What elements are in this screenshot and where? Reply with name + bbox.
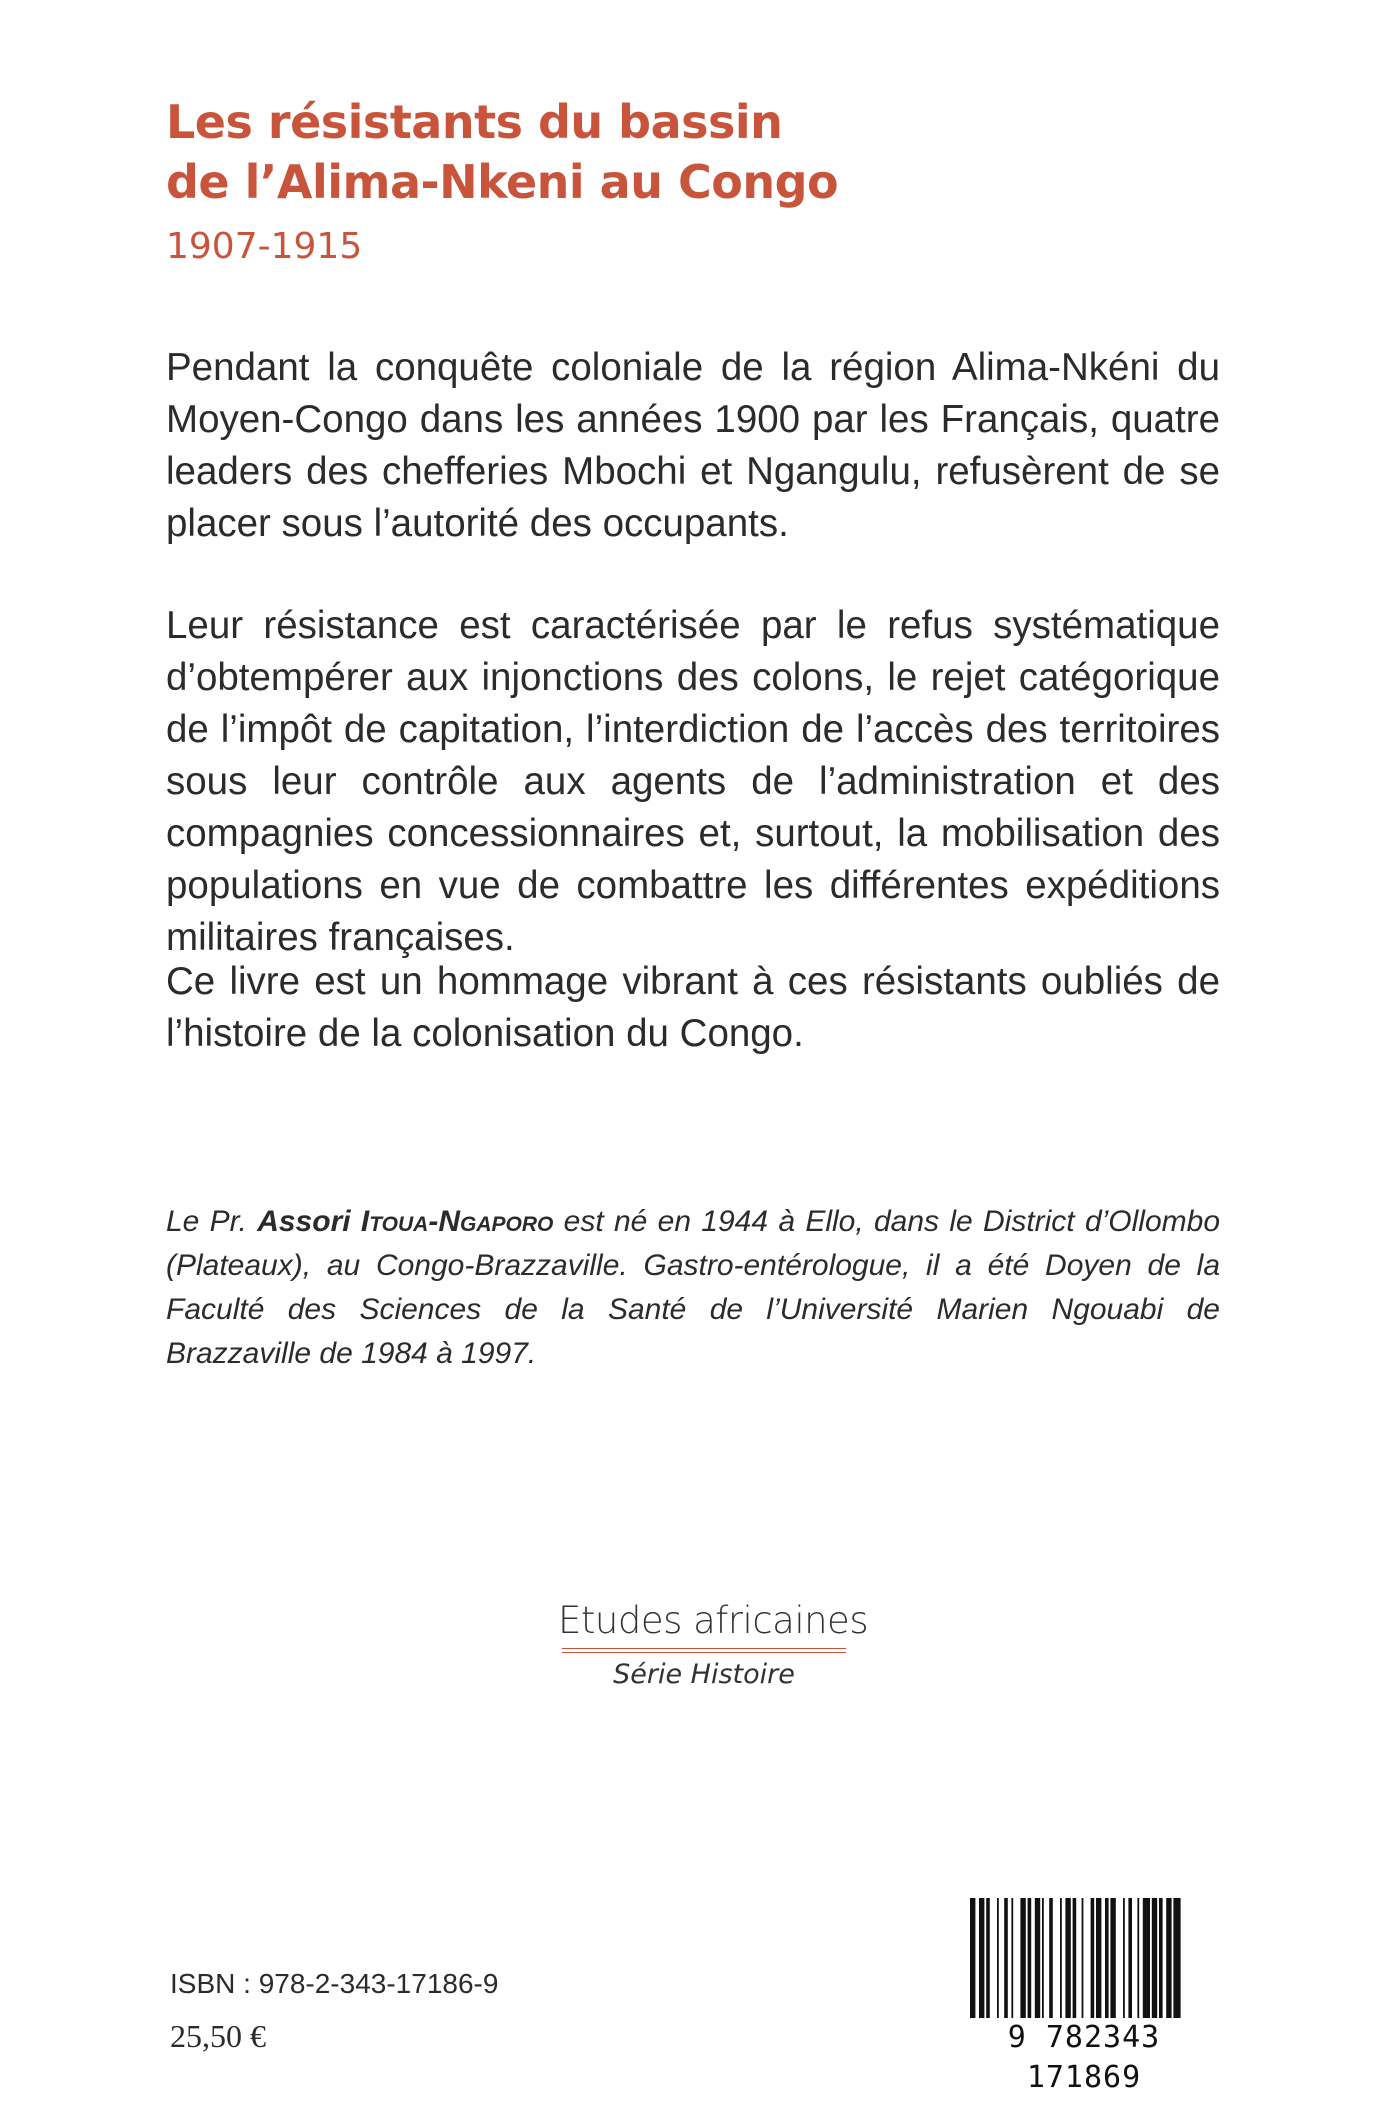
- title-line-2: de l’Alima-Nkeni au Congo: [166, 155, 839, 209]
- isbn-text: ISBN : 978-2-343-17186-9: [170, 1968, 499, 1999]
- barcode-bar: [1143, 1898, 1150, 2020]
- summary-paragraph-1: Pendant la conquête coloniale de la région Alima-Nkéni du Moyen-Congo dans les années 1900 par les Français, quatre leaders des chefferies Mbochi et Ngangulu, refusèrent de se placer sous l’autorité des occupants.: [166, 346, 1220, 545]
- barcode-bar: [979, 1898, 984, 2032]
- title-line-1: Les résistants du bassin: [166, 95, 783, 149]
- barcode-bar: [1159, 1898, 1163, 2020]
- author-first-name: Assori: [257, 1205, 351, 1238]
- summary-paragraph-2: Leur résistance est caractérisée par le refus systématique d’obtempérer aux injonctions des colons, le rejet catégorique de l’impôt de capitation, l’interdiction de l’accès des territoires sous leur contrôle aux agents de l’administration et des compagnies concessionnaires et, surtout, la mobilisation des populations en vue de combattre les différentes expéditions militaires françaises.: [166, 604, 1220, 959]
- barcode-bar: [1065, 1898, 1070, 2020]
- barcode-bar: [1049, 1898, 1053, 2020]
- collection-name: Etudes africaines: [558, 1599, 869, 1642]
- summary-paragraph-3: Ce livre est un hommage vibrant à ces résistants oubliés de l’histoire de la colonisation du Congo.: [166, 960, 1220, 1055]
- author-last-name: Itoua-Ngaporo: [360, 1205, 554, 1238]
- barcode-bar: [1011, 1898, 1013, 2020]
- barcode-bar: [1096, 1898, 1101, 2020]
- barcode-bar: [1105, 1898, 1109, 2020]
- collection-series: Série Histoire: [613, 1659, 795, 1690]
- barcode-bar: [1173, 1898, 1180, 2032]
- barcode-bar: [1110, 1898, 1115, 2020]
- barcode-bar: [997, 1898, 999, 2020]
- barcode-bars-icon: [944, 1892, 1224, 2032]
- barcode-bar: [1137, 1898, 1139, 2020]
- barcode-bar: [1060, 1898, 1062, 2020]
- barcode-bar: [1166, 1898, 1171, 2032]
- price-text: 25,50 €: [170, 2018, 266, 2054]
- collection-logo: [558, 1598, 869, 1697]
- barcode-bar: [1073, 1898, 1077, 2032]
- barcode-bar: [1020, 1898, 1025, 2020]
- barcode: [944, 1892, 1224, 2095]
- author-bio: [166, 1200, 1220, 1376]
- barcode-bar: [1128, 1898, 1132, 2020]
- barcode-bar: [1035, 1898, 1040, 2020]
- barcode-bar: [1028, 1898, 1032, 2020]
- barcode-bar: [986, 1898, 990, 2020]
- barcode-digits: 9 782343 171869: [944, 2018, 1224, 2098]
- barcode-bar: [1123, 1898, 1125, 2020]
- barcode-bar: [1004, 1898, 1008, 2020]
- author-name: [257, 1205, 553, 1238]
- bio-prefix: Le Pr.: [166, 1205, 258, 1238]
- book-dates: 1907-1915: [166, 226, 363, 267]
- barcode-bar: [1091, 1898, 1095, 2020]
- barcode-bar: [1042, 1898, 1044, 2020]
- bio-text: est né en 1944 à Ello, dans le District d’Ollombo (Plateaux), au Congo-Brazzaville. Gastro-entérologue, il a été Doyen de la Faculté des Sciences de la Santé de l’Université Marien Ngouabi de Brazzaville de 1984 à 1997.: [166, 1205, 1221, 1370]
- barcode-bar: [1152, 1898, 1157, 2020]
- barcode-bar: [1082, 1898, 1084, 2020]
- book-title: [166, 92, 1066, 212]
- barcode-bar: [970, 1898, 975, 2032]
